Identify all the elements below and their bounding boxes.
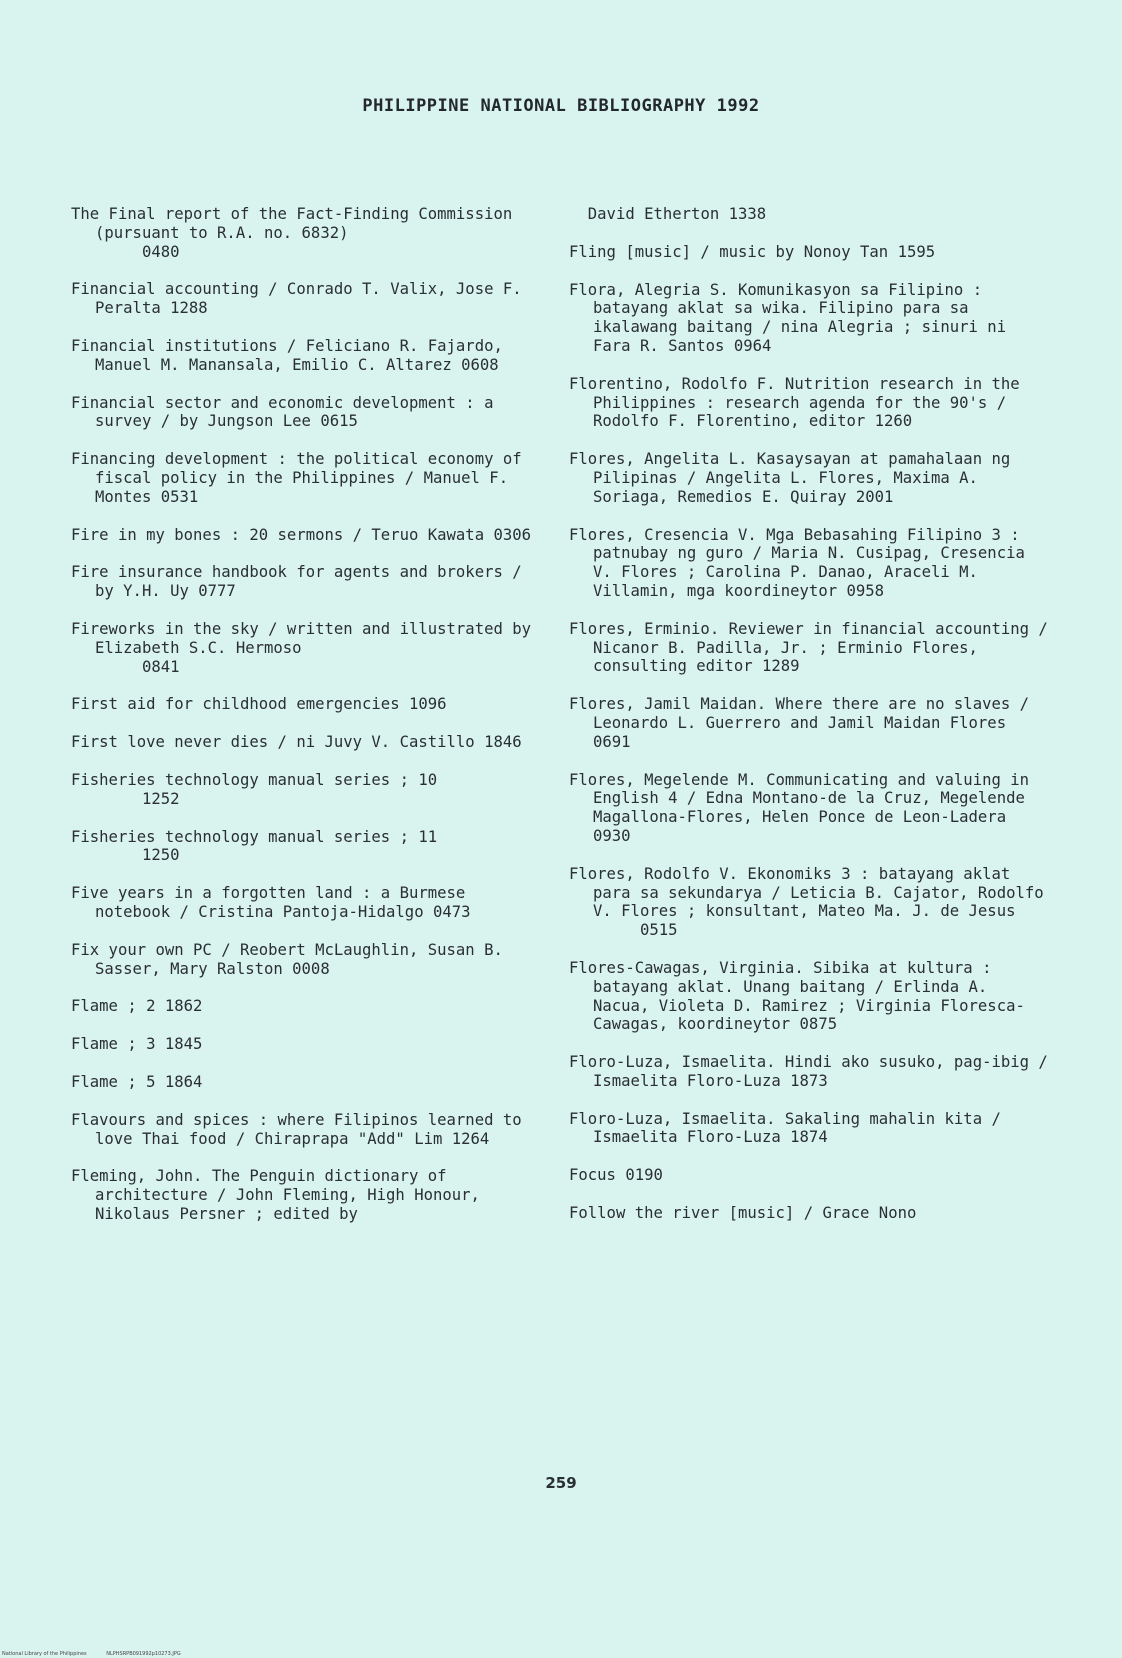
footer-filename: NLPHSRPB091992p10273.JPG — [106, 1651, 181, 1657]
bibliography-entry: Fix your own PC / Reobert McLaughlin, Susan B. Sasser, Mary Ralston 0008 — [71, 940, 513, 978]
bibliography-entry: David Etherton 1338 — [569, 205, 767, 223]
bibliography-entry: Florentino, Rodolfo F. Nutrition research in the Philippines : research agenda for the 90's / Rodolfo F. Florentino, editor 1260 — [569, 374, 1030, 431]
bibliography-entry: Flame ; 3 1845 — [71, 1035, 203, 1054]
bibliography-entry: Flores, Jamil Maidan. Where there are no slaves / Leonardo L. Guerrero and Jamil Maidan Flores 0691 — [569, 695, 1039, 751]
bibliography-entry: Flores, Cresencia V. Mga Bebasahing Filipino 3 : patnubay ng guro / Maria N. Cusipag, Cresencia V. Flores ; Carolina P. Danao, Araceli M. Villamin, mga koordineytor 0958 — [569, 525, 1035, 600]
page-number: 259 — [545, 1474, 577, 1492]
bibliography-entry: Fire insurance handbook for agents and brokers / by Y.H. Uy 0777 — [71, 563, 532, 601]
bibliography-entry: Follow the river [music] / Grace Nono — [569, 1204, 917, 1223]
page-title: PHILIPPINE NATIONAL BIBLIOGRAPHY 1992 — [362, 96, 760, 116]
bibliography-entry: Five years in a forgotten land : a Burmese notebook / Cristina Pantoja-Hidalgo 0473 — [71, 884, 475, 921]
bibliography-entry: Fisheries technology manual series ; 11 1250 — [71, 827, 438, 865]
bibliography-entry: Flavours and spices : where Filipinos learned to love Thai food / Chiraprapa "Add" Lim 1264 — [71, 1110, 532, 1148]
bibliography-entry: Floro-Luza, Ismaelita. Hindi ako susuko, pag-ibig / Ismaelita Floro-Luza 1873 — [569, 1053, 1058, 1090]
bibliography-entry: First aid for childhood emergencies 1096 — [71, 695, 447, 714]
right-column — [569, 205, 1058, 1242]
bibliography-entry: Flame ; 5 1864 — [71, 1072, 203, 1091]
bibliography-entry: Flores, Megelende M. Communicating and valuing in English 4 / Edna Montano-de la Cruz, Megelende Magallona-Flores, Helen Ponce de Leon-Ladera 0930 — [569, 770, 1039, 845]
bibliography-entry: Focus 0190 — [569, 1166, 663, 1185]
bibliography-entry: Fling [music] / music by Nonoy Tan 1595 — [569, 242, 936, 261]
bibliography-entry: Financial sector and economic development : a survey / by Jungson Lee 0615 — [71, 393, 503, 431]
bibliography-entry: The Final report of the Fact-Finding Commission (pursuant to R.A. no. 6832) 0480 — [71, 205, 513, 261]
bibliography-entry: Flora, Alegria S. Komunikasyon sa Filipino : batayang aklat sa wika. Filipino para sa ikalawang baitang / nina Alegria ; sinuri ni Fara R. Santos 0964 — [569, 280, 1016, 355]
bibliography-entry: Fleming, John. The Penguin dictionary of architecture / John Fleming, High Honour, Nikolaus Persner ; edited by — [71, 1167, 490, 1223]
bibliography-entry: Fisheries technology manual series ; 10 1252 — [71, 770, 438, 808]
bibliography-entry: Floro-Luza, Ismaelita. Sakaling mahalin kita / Ismaelita Floro-Luza 1874 — [569, 1109, 1011, 1147]
bibliography-entry: Flores, Rodolfo V. Ekonomiks 3 : batayang aklat para sa sekundarya / Leticia B. Cajator, Rodolfo V. Flores ; konsultant, Mateo Ma. J. de Jesus 0515 — [569, 864, 1044, 940]
bibliography-entry: Flores, Erminio. Reviewer in financial accounting / Nicanor B. Padilla, Jr. ; Erminio Flores, consulting editor 1289 — [569, 619, 1058, 676]
bibliography-entry: Fire in my bones : 20 sermons / Teruo Kawata 0306 — [71, 525, 532, 544]
bibliography-entry: Flame ; 2 1862 — [71, 997, 203, 1016]
bibliography-entry: First love never dies / ni Juvy V. Castillo 1846 — [71, 733, 522, 752]
bibliography-entry: Financing development : the political economy of fiscal policy in the Philippines / Manuel F. Montes 0531 — [71, 450, 532, 506]
bibliography-entry: Flores-Cawagas, Virginia. Sibika at kultura : batayang aklat. Unang baitang / Erlinda A. Nacua, Violeta D. Ramirez ; Virginia Floresca-Cawagas, koordineytor 0875 — [569, 958, 1025, 1034]
left-column — [71, 205, 541, 1243]
bibliography-entry: Financial institutions / Feliciano R. Fajardo, Manuel M. Manansala, Emilio C. Altarez 0608 — [71, 336, 513, 374]
scan-footer — [2, 1651, 199, 1657]
bibliography-entry: Fireworks in the sky / written and illustrated by Elizabeth S.C. Hermoso 0841 — [71, 619, 532, 676]
bibliography-entry: Flores, Angelita L. Kasaysayan at pamahalaan ng Pilipinas / Angelita L. Flores, Maxima A. Soriaga, Remedios E. Quiray 2001 — [569, 450, 1020, 506]
footer-library: National Library of the Philippines — [2, 1651, 87, 1657]
bibliography-entry: Financial accounting / Conrado T. Valix, Jose F. Peralta 1288 — [71, 280, 532, 318]
